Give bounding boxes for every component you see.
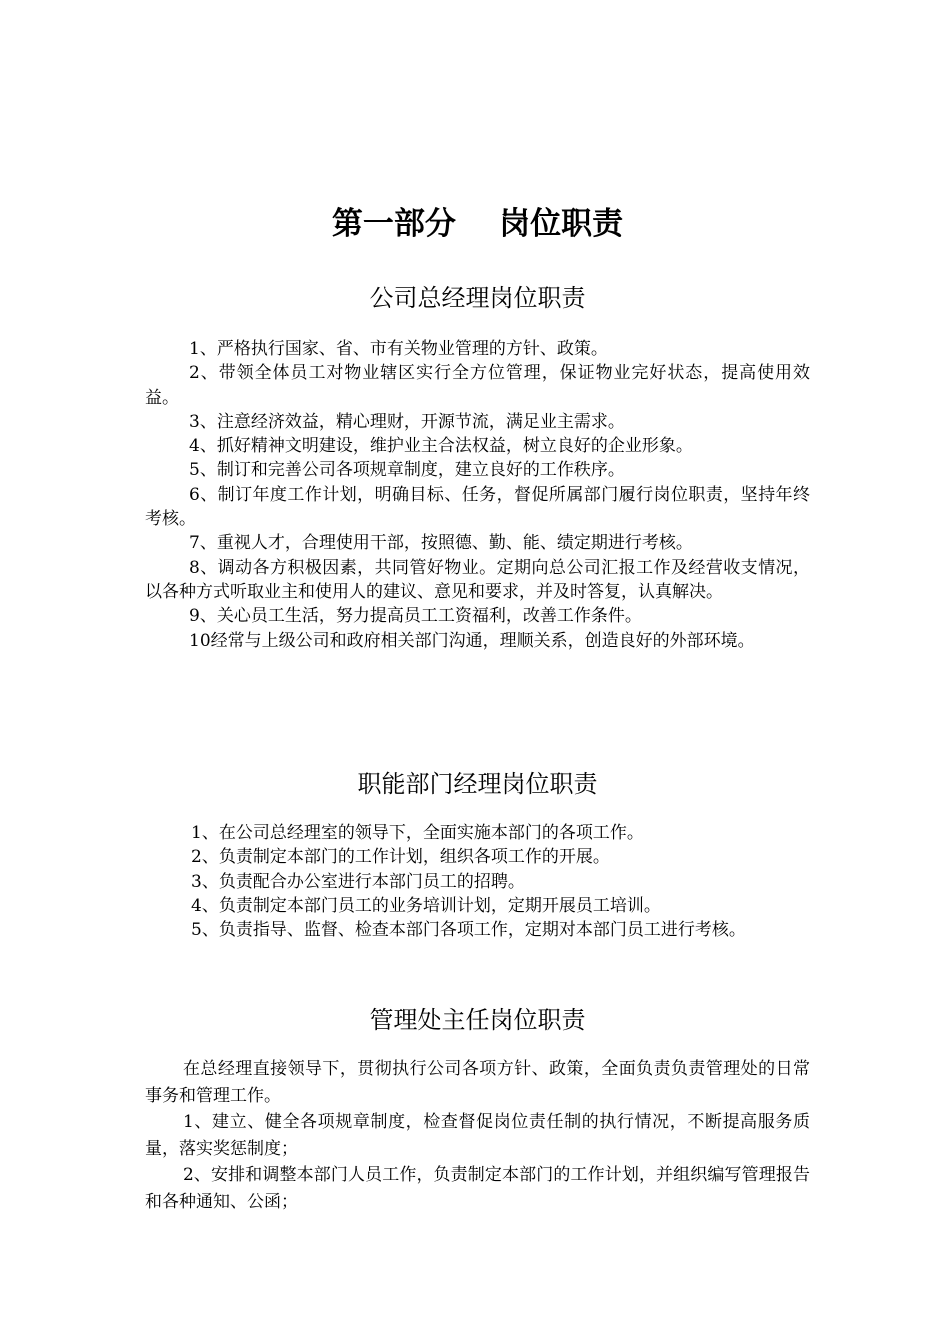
- duty-item: 1、在公司总经理室的领导下，全面实施本部门的各项工作。: [191, 823, 644, 843]
- duty-item: 在总经理直接领导下，贯彻执行公司各项方针、政策，全面负责负责管理处的日常事务和管理工作。: [145, 1059, 810, 1106]
- general-manager-duties: [145, 337, 810, 653]
- duty-item: 6、制订年度工作计划，明确目标、任务，督促所属部门履行岗位职责，坚持年终考核。: [145, 484, 810, 530]
- duty-item: 8、调动各方积极因素，共同管好物业。定期向总公司汇报工作及经营收支情况，以各种方式听取业主和使用人的建议、意见和要求，并及时答复，认真解决。: [145, 557, 810, 602]
- main-title: 第一部分 岗位职责: [331, 206, 624, 242]
- duty-item: 1、建立、健全各项规章制度，检查督促岗位责任制的执行情况，不断提高服务质量，落实奖惩制度；: [145, 1112, 810, 1159]
- duty-item: 5、负责指导、监督、检查本部门各项工作，定期对本部门员工进行考核。: [191, 920, 746, 941]
- duty-item: 7、重视人才，合理使用干部，按照德、勤、能、绩定期进行考核。: [189, 533, 693, 554]
- section-title-general-manager: 公司总经理岗位职责: [369, 284, 586, 312]
- duty-item: 3、注意经济效益，精心理财，开源节流，满足业主需求。: [189, 411, 625, 432]
- department-manager-duties: [145, 821, 810, 942]
- duty-item: 2、带领全体员工对物业辖区实行全方位管理，保证物业完好状态，提高使用效益。: [145, 363, 810, 408]
- duty-item: 10经常与上级公司和政府相关部门沟通，理顺关系，创造良好的外部环境。: [189, 630, 755, 651]
- duty-item: 4、负责制定本部门员工的业务培训计划，定期开展员工培训。: [191, 895, 661, 916]
- duty-item: 9、关心员工生活，努力提高员工工资福利，改善工作条件。: [189, 606, 642, 627]
- office-director-duties: [145, 1056, 810, 1215]
- section-title-department-manager: 职能部门经理岗位职责: [357, 770, 598, 798]
- duty-item: 2、负责制定本部门的工作计划，组织各项工作的开展。: [191, 847, 610, 868]
- duty-item: 4、抓好精神文明建设，维护业主合法权益，树立良好的企业形象。: [189, 436, 693, 457]
- duty-item: 2、安排和调整本部门人员工作，负责制定本部门的工作计划，并组织编写管理报告和各种通知、公函；: [145, 1165, 810, 1212]
- duty-item: 5、制订和完善公司各项规章制度，建立良好的工作秩序。: [189, 460, 625, 481]
- section-title-office-director: 管理处主任岗位职责: [369, 1006, 586, 1034]
- duty-item: 1、严格执行国家、省、市有关物业管理的方针、政策。: [189, 339, 608, 359]
- duty-item: 3、负责配合办公室进行本部门员工的招聘。: [191, 871, 525, 892]
